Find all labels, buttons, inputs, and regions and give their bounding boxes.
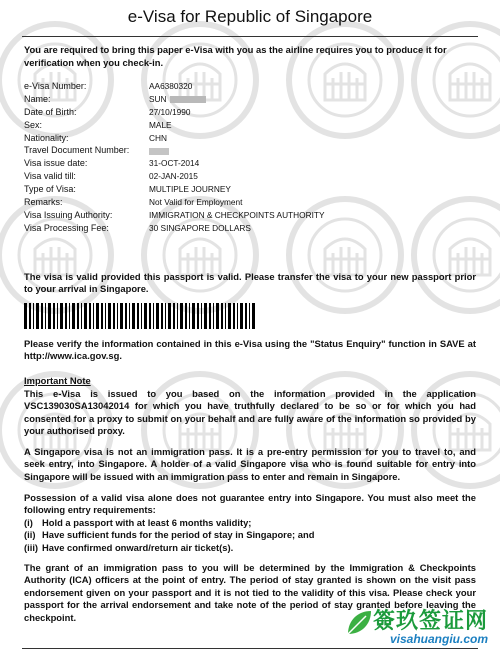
- field-label: Type of Visa:: [24, 184, 76, 195]
- barcode-bar: [53, 303, 55, 329]
- field-label: Name:: [24, 93, 51, 104]
- watermark-logo: [342, 604, 492, 650]
- barcode-bar: [33, 303, 34, 329]
- field-value: [149, 144, 169, 157]
- field-label: Sex:: [24, 119, 43, 130]
- intro-text: You are required to bring this paper e-Visa with you as the airline requires you to produce it for verification when you check-in.: [24, 44, 447, 68]
- barcode-bar: [101, 303, 103, 329]
- barcode-bar: [29, 303, 31, 329]
- requirement-number: (ii): [24, 529, 36, 541]
- barcode-bar: [177, 303, 178, 329]
- barcode-bar: [36, 303, 39, 329]
- barcode-bar: [125, 303, 127, 329]
- field-value: [149, 209, 324, 222]
- barcode-bar: [141, 303, 142, 329]
- important-paragraph-1: This e-Visa is issued to you based on the information provided in the application VSC139030SA13042014 for which you have truthfully declared to be so or for which you had consented for a proxy to submit on your behalf and are fully aware of the information so provided by your authorised proxy.: [24, 388, 476, 437]
- barcode-bar: [45, 303, 46, 329]
- barcode-bar: [173, 303, 175, 329]
- requirement-item: [24, 517, 476, 529]
- barcode-bar: [137, 303, 139, 329]
- field-label: Visa issue date:: [24, 158, 88, 169]
- barcode-bar: [132, 303, 135, 329]
- barcode-bar: [204, 303, 207, 329]
- important-note-heading: Important Note: [24, 375, 91, 386]
- field-value-text: 31-OCT-2014: [149, 158, 200, 169]
- field-value: [149, 119, 172, 132]
- field-row: [24, 170, 476, 183]
- field-value-text: AA6380320: [149, 81, 193, 91]
- barcode-bar: [180, 303, 183, 329]
- field-label: Date of Birth:: [24, 106, 77, 117]
- barcode-bar: [221, 303, 223, 329]
- barcode-bar: [84, 303, 87, 329]
- page-title: e-Visa for Republic of Singapore: [127, 7, 373, 26]
- redacted-document-number: [149, 148, 169, 155]
- barcode-bar: [93, 303, 94, 329]
- visa-details: [24, 80, 476, 235]
- field-label: Visa Issuing Authority:: [24, 209, 113, 220]
- barcode-bar: [201, 303, 202, 329]
- barcode-bar: [41, 303, 43, 329]
- barcode-bar: [69, 303, 70, 329]
- field-row: [24, 157, 476, 170]
- barcode-bar: [105, 303, 106, 329]
- barcode-bar: [161, 303, 163, 329]
- barcode-bar: [249, 303, 250, 329]
- field-row: [24, 209, 476, 222]
- logo-chinese-text: 簽玖签证网: [372, 609, 488, 634]
- barcode-bar: [252, 303, 255, 329]
- requirements-intro: Possession of a valid visa alone does not guarantee entry into Singapore. You must also meet the following entry requirements:: [24, 492, 476, 516]
- field-value: [149, 196, 242, 209]
- field-value: [149, 222, 251, 235]
- field-row: [24, 144, 476, 157]
- barcode-bar: [216, 303, 219, 329]
- barcode-bar: [213, 303, 214, 329]
- barcode-bar: [228, 303, 231, 329]
- field-label: Visa valid till:: [24, 171, 76, 182]
- barcode-bar: [24, 303, 27, 329]
- barcode: [24, 303, 256, 329]
- barcode-bar: [185, 303, 187, 329]
- field-row: [24, 80, 476, 93]
- requirement-text: Have sufficient funds for the period of stay in Singapore; and: [42, 529, 315, 541]
- logo-url-text: visahuangiu.com: [389, 632, 488, 646]
- field-row: [24, 119, 476, 132]
- barcode-bar: [77, 303, 79, 329]
- title-divider: [22, 36, 478, 37]
- barcode-bar: [108, 303, 111, 329]
- field-value: [149, 157, 199, 170]
- field-value: [149, 170, 198, 183]
- requirement-text: Hold a passport with at least 6 months validity;: [42, 517, 252, 528]
- field-value: [149, 93, 206, 106]
- field-row: [24, 196, 476, 209]
- grant-paragraph: The grant of an immigration pass to you will be determined by the Immigration & Checkpoints Authority (ICA) officers at the point of entry. The period of stay granted is shown on the visit pass endorsement given on your passport and it is not tied to the validity of this visa. Please check your passport for the arrival endorsement and take note of the period of stay granted before leaving the checkpoint.: [24, 562, 476, 623]
- barcode-bar: [197, 303, 199, 329]
- field-label: Travel Document Number:: [24, 145, 130, 156]
- barcode-bar: [144, 303, 147, 329]
- barcode-bar: [113, 303, 115, 329]
- requirement-number: (i): [24, 517, 33, 528]
- requirement-item: [24, 529, 476, 541]
- barcode-bar: [209, 303, 211, 329]
- field-value-text: IMMIGRATION & CHECKPOINTS AUTHORITY: [149, 209, 325, 220]
- barcode-bar: [60, 303, 63, 329]
- important-paragraph-2: A Singapore visa is not an immigration pass. It is a pre-entry permission for you to travel to, and seek entry, into Singapore. A holder of a valid Singapore visa who is found suitable for entry into Singapore will be issued with an immigration pass to enter and remain in Singapore.: [24, 446, 476, 482]
- field-row: [24, 93, 476, 106]
- barcode-bar: [165, 303, 166, 329]
- field-value-text: SUN: [149, 93, 167, 104]
- barcode-bar: [81, 303, 82, 329]
- field-value-text: MALE: [149, 119, 172, 130]
- field-label: Nationality:: [24, 132, 69, 143]
- barcode-bar: [48, 303, 51, 329]
- field-value-text: 30 SINGAPORE DOLLARS: [149, 222, 251, 233]
- barcode-bar: [149, 303, 151, 329]
- field-row: [24, 222, 476, 235]
- field-row: [24, 183, 476, 196]
- field-value: [149, 183, 231, 196]
- requirements-list: [24, 517, 476, 554]
- barcode-bar: [96, 303, 99, 329]
- barcode-bar: [72, 303, 75, 329]
- barcode-bar: [120, 303, 123, 329]
- barcode-bar: [237, 303, 238, 329]
- barcode-bar: [245, 303, 247, 329]
- field-value: [149, 80, 192, 93]
- barcode-bar: [65, 303, 67, 329]
- leaf-icon: [344, 608, 374, 638]
- field-label: e-Visa Number:: [24, 81, 87, 91]
- barcode-bar: [168, 303, 171, 329]
- field-value: [149, 132, 167, 145]
- barcode-bar: [240, 303, 243, 329]
- barcode-bar: [117, 303, 118, 329]
- field-row: [24, 132, 476, 145]
- field-label: Visa Processing Fee:: [24, 222, 109, 233]
- verify-note: Please verify the information contained in this e-Visa using the "Status Enquiry" function in SAVE at http://www.ica.gov.sg.: [24, 338, 476, 362]
- barcode-bar: [189, 303, 190, 329]
- field-value-text: 02-JAN-2015: [149, 171, 198, 182]
- barcode-bar: [225, 303, 226, 329]
- barcode-bar: [89, 303, 91, 329]
- field-value: [149, 106, 191, 119]
- barcode-bar: [233, 303, 235, 329]
- requirement-text: Have confirmed onward/return air ticket(s).: [42, 541, 234, 553]
- requirement-number: (iii): [24, 541, 39, 553]
- requirement-item: [24, 542, 476, 554]
- redacted-name-block: [170, 96, 206, 103]
- barcode-bar: [129, 303, 130, 329]
- barcode-bar: [153, 303, 154, 329]
- field-value-text: CHN: [149, 132, 167, 143]
- barcode-bar: [192, 303, 195, 329]
- field-value-text: Not Valid for Employment: [149, 197, 243, 208]
- field-row: [24, 106, 476, 119]
- field-value-text: 27/10/1990: [149, 106, 191, 117]
- field-label: Remarks:: [24, 197, 63, 208]
- validity-note: The visa is valid provided this passport is valid. Please transfer the visa to your new passport prior to your arrival in Singapore.: [24, 271, 476, 295]
- barcode-bar: [57, 303, 58, 329]
- field-value-text: MULTIPLE JOURNEY: [149, 184, 231, 195]
- barcode-bar: [156, 303, 159, 329]
